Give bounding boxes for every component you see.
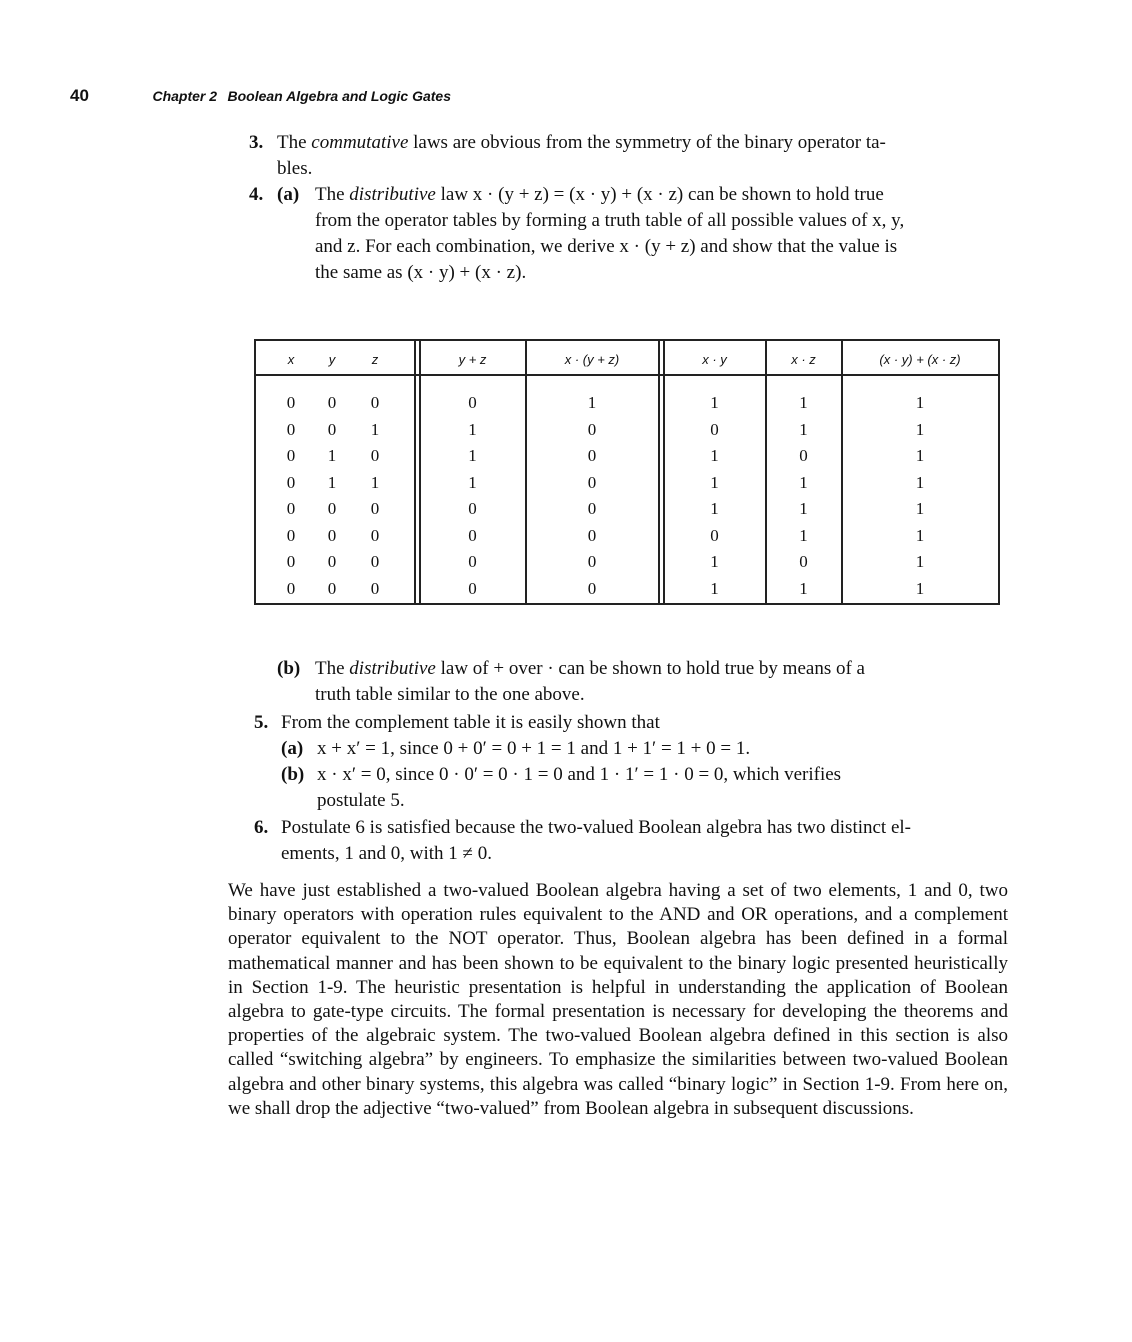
body-paragraph: We have just established a two-valued Boolean algebra having a set of two elements, 1 and 0, two binary operators with operation rules equivalent to the AND and OR operations, and a complement operator equivalent to the NOT operator. Thus, Boolean algebra has been defined in a formal mathematical manner and has been shown to be equivalent to the binary logic presented heuristically in Section 1-9. The heuristic presentation is helpful in understanding the application of Boolean algebra to gate-type circuits. The formal presentation is necessary for developing the theorems and properties of the algebraic system. The two-valued Boolean algebra defined in this section is also called “switching algebra” by engineers. To emphasize the similarities between two-valued Boolean algebra and other binary systems, this algebra was called “binary logic” in Section 1-9. From here on, we shall drop the adjective “two-valued” from Boolean algebra in subsequent discussions.: [228, 880, 1008, 1119]
table-cell: 1: [915, 393, 925, 412]
table-cell: 1: [915, 446, 925, 465]
item-number: 3.: [249, 132, 264, 153]
item-4a-line-3: and z. For each combination, we derive x · (y + z) and show that the value is: [315, 236, 898, 257]
table-cell: 0: [370, 393, 380, 412]
table-cell: 0: [370, 578, 380, 598]
item-3-line-2: bles.: [277, 158, 313, 179]
table-top-rule: [254, 339, 1000, 341]
table-double-rule-1a: [414, 339, 416, 605]
table-cell: 0: [286, 472, 296, 492]
table-double-rule-2a: [658, 339, 660, 605]
table-cell: 0: [587, 552, 597, 571]
table-cell: 1: [799, 499, 808, 518]
table-cell: 1: [370, 419, 380, 439]
table-cell: 0: [468, 499, 477, 518]
table-cell: 1: [370, 472, 380, 492]
item-4a-line-2: from the operator tables by forming a truth table of all possible values of x, y,: [315, 210, 905, 231]
table-cell: 0: [286, 393, 296, 412]
table-cell: 1: [915, 552, 925, 571]
table-cell: 1: [915, 419, 925, 439]
table-cell: 0: [468, 393, 477, 412]
table-cell: 0: [370, 552, 380, 571]
table-cell: 1: [799, 525, 808, 545]
header-y: y: [328, 352, 336, 367]
header-x: x: [287, 352, 295, 367]
column-sum-of-products: [842, 390, 998, 602]
table-cell: 0: [587, 578, 597, 598]
table-cell: 0: [327, 552, 337, 571]
table-left-rule: [254, 339, 256, 605]
item-5b-text: x · x′ = 0, since 0 · 0′ = 0 · 1 = 0 and 1 · 1′ = 1 · 0 = 0, which verifies: [317, 764, 842, 785]
table-cell: 0: [710, 419, 719, 439]
header-z: z: [371, 352, 379, 367]
table-cell: 0: [327, 578, 337, 598]
list-item-3: [249, 130, 1009, 186]
header-x-and-y-plus-z: x · (y + z): [564, 352, 620, 367]
table-cell: 0: [587, 525, 597, 545]
column-x-and-y: [664, 390, 765, 602]
table-cell: 0: [468, 525, 477, 545]
item-5b-line-2: postulate 5.: [317, 790, 405, 811]
table-cell: 0: [327, 393, 337, 412]
table-cell: 0: [370, 446, 380, 465]
table-cell: 1: [799, 578, 808, 598]
header-x-and-z: x · z: [791, 352, 816, 367]
header-sum-of-products: (x · y) + (x · z): [879, 352, 961, 367]
table-cell: 0: [468, 578, 477, 598]
table-cell: 1: [915, 578, 925, 598]
item-4b-line-2: truth table similar to the one above.: [315, 684, 585, 705]
page-number: 40: [70, 86, 89, 105]
item-5-line-1: From the complement table it is easily shown that: [281, 712, 660, 733]
chapter-title: Boolean Algebra and Logic Gates: [227, 88, 452, 104]
table-cell: 1: [915, 472, 925, 492]
item-6-line-2: ements, 1 and 0, with 1 ≠ 0.: [281, 843, 492, 864]
table-cell: 0: [799, 446, 808, 465]
sub-item-label: (b): [281, 764, 305, 785]
list-item-6: [249, 815, 1009, 871]
item-6-line-1: Postulate 6 is satisfied because the two-valued Boolean algebra has two distinct el-: [281, 817, 911, 838]
item-number: 5.: [254, 712, 269, 733]
table-cell: 0: [286, 525, 296, 545]
table-cell: 1: [799, 393, 808, 412]
table-cell: 1: [710, 499, 719, 518]
table-header-rule: [254, 374, 1000, 376]
item-4a-line-1: The distributive law x · (y + z) = (x · y) + (x · z) can be shown to hold true: [315, 184, 884, 205]
table-cell: 0: [286, 419, 296, 439]
item-4a-line-4: the same as (x · y) + (x · z).: [315, 262, 527, 283]
table-cell: 0: [468, 552, 477, 571]
item-number: 4.: [249, 184, 264, 205]
header-x-and-y: x · y: [702, 352, 727, 367]
column-y-plus-z: [420, 390, 525, 602]
list-item-5: [249, 710, 1009, 816]
column-x-and-z: [766, 390, 841, 602]
table-cell: 0: [587, 499, 597, 518]
item-4b-line-1: The distributive law of + over · can be shown to hold true by means of a: [315, 658, 865, 679]
list-item-4a: [249, 182, 1009, 288]
table-cell: 0: [286, 446, 296, 465]
list-item-4b: [249, 656, 1009, 712]
table-cell: 0: [286, 578, 296, 598]
table-cell: 0: [327, 525, 337, 545]
table-cell: 0: [587, 472, 597, 492]
table-cell: 1: [710, 393, 719, 412]
column-x: [276, 390, 306, 602]
truth-table: [254, 339, 1000, 605]
sub-item-label: (a): [281, 738, 304, 759]
table-cell: 0: [587, 446, 597, 465]
table-cell: 0: [370, 499, 380, 518]
table-cell: 1: [915, 525, 925, 545]
table-right-rule: [998, 339, 1000, 605]
table-cell: 1: [799, 472, 808, 492]
item-3-line-1: The commutative laws are obvious from the symmetry of the binary operator ta-: [277, 132, 886, 153]
table-cell: 1: [327, 446, 337, 465]
table-cell: 0: [710, 525, 719, 545]
header-y-plus-z: y + z: [458, 352, 487, 367]
table-cell: 1: [710, 472, 719, 492]
table-cell: 1: [468, 419, 477, 439]
table-cell: 1: [710, 578, 719, 598]
sub-item-label: (a): [277, 184, 300, 205]
column-x-and-y-plus-z: [526, 390, 658, 602]
table-cell: 0: [286, 552, 296, 571]
table-cell: 0: [587, 419, 597, 439]
item-5a-text: x + x′ = 1, since 0 + 0′ = 0 + 1 = 1 and 1 + 1′ = 1 + 0 = 1.: [317, 738, 751, 759]
table-bottom-rule: [254, 603, 1000, 605]
table-cell: 1: [799, 419, 808, 439]
chapter-label: Chapter 2: [152, 88, 218, 104]
table-cell: 1: [587, 393, 597, 412]
table-cell: 1: [915, 499, 925, 518]
table-cell: 1: [710, 552, 719, 571]
table-cell: 1: [468, 472, 477, 492]
column-z: [360, 390, 390, 602]
column-y: [317, 390, 347, 602]
table-cell: 1: [327, 472, 337, 492]
table-cell: 0: [327, 499, 337, 518]
table-cell: 1: [468, 446, 477, 465]
table-cell: 0: [370, 525, 380, 545]
table-cell: 0: [286, 499, 296, 518]
table-cell: 1: [710, 446, 719, 465]
table-cell: 0: [327, 419, 337, 439]
sub-item-label: (b): [277, 658, 301, 679]
table-cell: 0: [799, 552, 808, 571]
running-header: [70, 86, 451, 106]
item-number: 6.: [254, 817, 269, 838]
